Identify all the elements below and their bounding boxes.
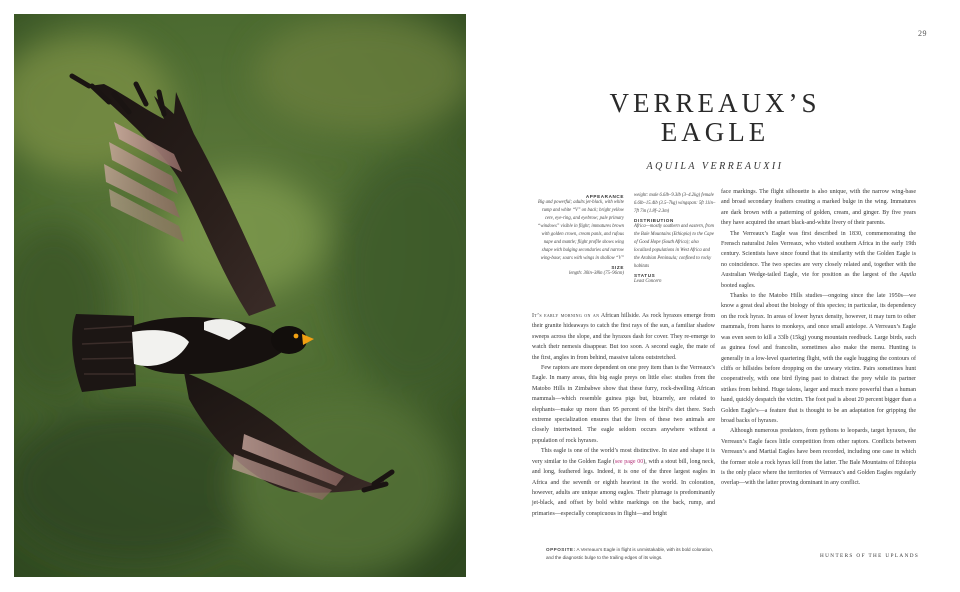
cross-reference-link[interactable]: see page 00 [614,458,644,465]
paragraph-3-continued: face markings. The flight silhouette is also unique, with the narrow wing-base and broad secondary feathers creating a marked bulge in the wing. Immatures are dark brown with a patterning of golden, cream, and ginger. By five years they have acquired the smart black-and-white livery of their parents. [721,189,916,227]
title-line-2: EAGLE [660,117,770,147]
paragraph-1 [532,311,715,363]
paragraph-2: Few raptors are more dependent on one prey item than is the Verreaux’s Eagle. In many areas, this big eagle preys on little else: studies from the Matobo Hills in Zimbabwe show that these furry, rock-dwelling African mammals—which resemble guinea pigs but, bizarrely, are related to elephants—make up more than 95 percent of the bird’s diet there. Such extreme specialization ensures that the lives of these two animals are closely intertwined. The eagle seldom occurs anywhere without a population of rock hyraxes. [532,365,715,444]
body-column-1 [532,311,715,519]
fact-label-status: STATUS [634,273,656,278]
body-column-2 [721,187,916,489]
eagle-photograph [14,14,466,577]
paragraph-4 [721,229,916,291]
paragraph-4-text-b: booted eagles. [721,282,756,289]
paragraph-3-text-a: This eagle is one of the world’s most distinctive. In size and shape it is very similar to the Golden Eagle ( [532,448,715,465]
running-footer: HUNTERS OF THE UPLANDS [820,553,920,559]
fact-text-status: Least Concern [634,279,662,284]
caption-label: OPPOSITE: [546,547,576,552]
paragraph-6: Although numerous predators, from pythons to leopards, target hyraxes, the Verreaux’s Eagle faces little competition from other raptors. Conflicts between Verreaux’s and Martial Eagles have been recorded, including one case in which the former stole a rock hyrax kill from the latter. The Bale Mountains of Ethiopia is the only place where the territories of Verreaux’s and Golden Eagles regularly overlap—with the latter proving dominant in any conflict. [721,428,916,487]
scientific-name: AQUILA VERREAUXII [646,161,784,172]
genus-name: Aquila [900,272,916,279]
lead-in: It’s early morning on an [532,313,600,319]
fact-sheet-left [532,192,624,278]
photo-caption [546,546,716,562]
fact-label-distribution: DISTRIBUTION [634,218,674,223]
title-line-1: VERREAUX’S [609,88,821,118]
fact-text-distribution: Africa—mostly southern and eastern, from the Bale Mountains (Ethiopia) to the Cape of Good Hope (South Africa); also localized populations in West Africa and the Arabian Peninsula; confined to rocky habitats [634,224,714,269]
paragraph-5: Thanks to the Matobo Hills studies—ongoing since the late 1950s—we know a great deal about the biology of this species; in particular, its dependency on the rock hyrax. In areas of lower hyrax density, however, it may turn to other mammals, from hares to monkeys, and once small antelope. A Verreaux’s Eagle was even seen to kill a 33lb (15kg) young mountain reedbuck. Large birds, such as guinea fowl and francolin, sometimes also make the menu. Hunting is generally in a low-level quartering flight, with the eagle hugging the contours of cliffs or hillsides before dropping on the unwary victim. Pairs sometimes hunt cooperatively, with one bird flying past to distract the prey while its partner strikes from behind. Huge talons, larger and much more powerful than a human hand, quickly despatch the victim. The foot pad is about 20 percent bigger than a Golden Eagle’s—a feature that is thought to be an adaptation for gripping the broad backs of hyraxes. [721,293,916,424]
fact-text-appearance: Big and powerful; adults jet-black, with white rump and white “V” on back; bright yellow cere, eye-ring, and eyebrow; pale primary “windows” visible in flight; immatures brown with golden crown, cream panls, and rufous nape and mantle; flight profile shows wing shape with bulging secondaries and narrow wing-base; soars with wings in shallow “V” [537,200,624,261]
fact-label-appearance: APPEARANCE [585,194,624,199]
paragraph-3 [532,446,715,519]
caption-text: A Verreaux’s Eagle in flight is unmistakable, with its bold coloration, and the diagnostic bulge to the trailing edges of its wings. [546,547,714,560]
fact-label-size: SIZE [611,265,624,270]
paragraph-4-text-a: The Verreaux’s Eagle was first described in 1830, commemorating the Frensch naturalist Jules Verreaux, who visited southern Africa in the early 19th century. Scientists have since found that its similarity with the Golden Eagle is no coincidence. The two species are very closely related and, together with the Australian Wedge-tailed Eagle, vie for position as the largest of the [721,230,916,279]
fact-text-measurements: weight: male 6.6lb–9.3lb (3–4.2kg) female 6.6lb–15.4lb (3.5–7kg) wingspan: 5ft 11in–7ft 7in (1.8f–2.3m) [634,193,716,214]
fact-text-size: length: 30in–38in (75–96cm) [569,271,624,276]
page-number: 29 [918,29,927,38]
eagle-photograph-icon [14,14,466,577]
paragraph-1-text: African hillside. As rock hyraxes emerge from their granite hideaways to catch the first rays of the sun, a familiar shadow sweeps across the slope, and the hyraxes dash for cover. They re-emerge to watch their nemesis disappear. But too soon. A second eagle, the mate of the first, angles in from behind, massive talons outstretched. [532,313,715,361]
paragraph-3-text-b: ), with a stout bill, long neck, and long, feathered legs. Indeed, it is one of the three largest eagles in Africa and the seventh or eighth heaviest in the world. In coloration, however, adults are unique among eagles. Their plumage is predominantly jet-black, and offset by bold white markings on the back, rump, and primaries—especially conspicuous in flight—and bright [532,458,715,517]
fact-sheet-right [634,192,716,286]
